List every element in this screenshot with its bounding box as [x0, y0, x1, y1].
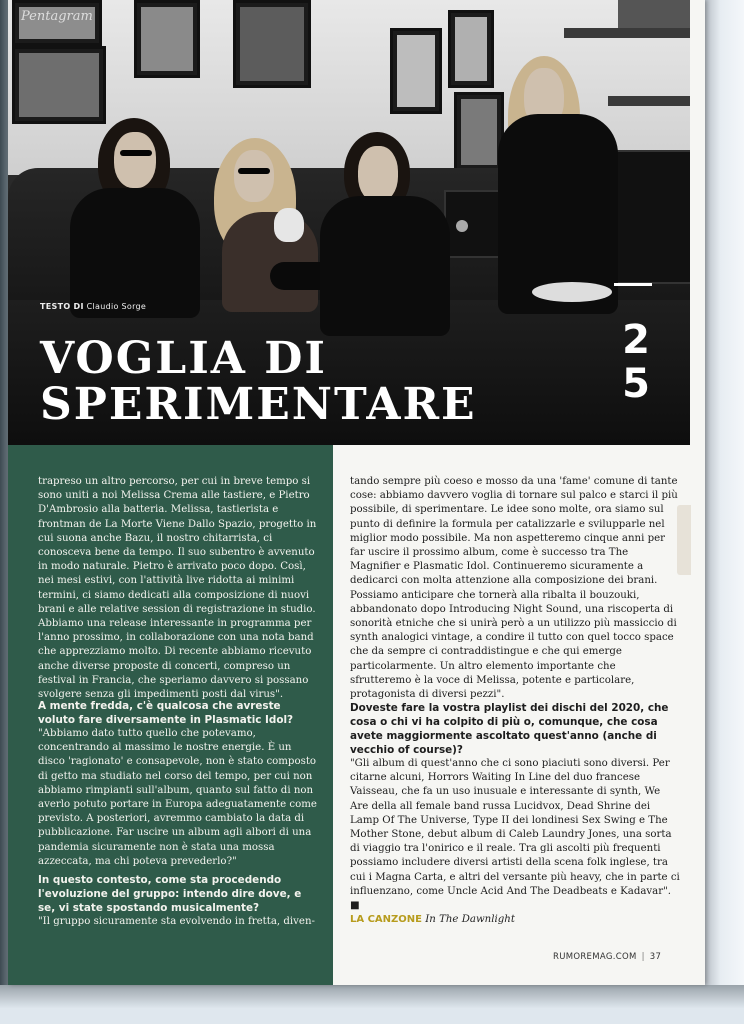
song-pick [350, 913, 680, 927]
page-edge [705, 0, 744, 1024]
poster-frame [12, 0, 102, 46]
shelf [608, 96, 690, 106]
page-footer [553, 952, 661, 962]
headline-line-1: VOGLIA DI [40, 333, 327, 384]
skull-poster-frame [134, 0, 200, 78]
number-rule [614, 283, 652, 286]
left-column-text [38, 475, 320, 702]
footer-site: RUMOREMAG.COM [553, 952, 637, 962]
picture-frame [12, 46, 106, 124]
credit-author: Claudio Sorge [86, 302, 147, 311]
interview-block-3 [350, 701, 680, 913]
continuation-paragraph: tando sempre più coeso e mosso da una 'fame' comune di tante cose: abbiamo davvero voglia di tornare sul palco e starci il più possibile, di sperimentare. Le idee sono molte, ora siamo sul punto di definire la formula per catalizzarle e svilupparle nel miglior modo possibile. Ma non aspetteremo cinque anni per far uscire il prossimo album, come è successo tra The Magnifier e Plasmatic Idol. Continueremo sicuramente a dedicarci con molta attenzione alla composizione dei brani. Possiamo anticipare che tornerà alla ribalta il bouzouki, abbandonato dopo Introducing Night Sound, una riscoperta di sonorità etniche che si unirà però a un utilizzo più massiccio di synth analogici vintage, a condire il tutto con quel tocco space che da sempre ci contraddistingue e che qui emerge particolarmente. Un altro elemento importante che sfrutteremo è la voce di Melissa, potente e particolare, protagonista di diversi pezzi". [350, 476, 678, 701]
ranking-number-top: 2 [622, 317, 650, 363]
skull-prop [274, 208, 304, 242]
interview-block-2 [38, 873, 320, 929]
shelf [564, 28, 690, 38]
question-2: In questo contesto, come sta procedendo l'evoluzione del gruppo: intendo dire dove, e se, vi state spostando musicalmente? [38, 874, 302, 914]
headline-line-2: SPERIMENTARE [40, 379, 477, 430]
article-headline [40, 333, 477, 430]
question-1: A mente fredda, c'è qualcosa che avreste voluto fare diversamente in Plasmatic Idol? [38, 700, 294, 726]
answer-3: "Gli album di quest'anno che ci sono piaciuti sono diversi. Per citarne alcuni, Horrors Waiting In Line del duo francese Vaisseau, che fa un uso inusuale e interessante di synth, We Are della all female band russa Lucidvox, Dead Shrine dei Lamp Of The Universe, Type II dei londinesi Sex Swing e The Mother Stone, debut album di Caleb Laundry Jones, una sorta di viaggio tra l'onirico e il reale. Tra gli ascolti più frequenti possiamo includere diversi artisti della scena folk inglese, tra cui i Magna Carta, e altri del versante più heavy, che in parte ci influenzano, come Uncle Acid And The Deadbeats e Kadavar". ■ [350, 758, 680, 912]
footer-separator: | [641, 952, 645, 962]
author-credit [40, 302, 146, 311]
interview-block-1 [38, 699, 320, 869]
answer-2: "Il gruppo sicuramente sta evolvendo in fretta, diven- [38, 916, 315, 927]
picture-frame [448, 10, 494, 88]
cushion [532, 282, 612, 302]
right-column [333, 445, 691, 985]
right-column-text [350, 475, 680, 702]
band-photo [8, 0, 690, 445]
intro-paragraph: trapreso un altro percorso, per cui in breve tempo si sono uniti a noi Melissa Crema alle tastiere, e Pietro D'Ambrosio alla batteria. Melissa, tastierista e frontman de La Morte Viene Dallo Spazio, progetto in cui suona anche Bazu, il nostro chitarrista, ci conosceva bene da tempo. Il suo subentro è avvenuto in modo naturale. Pietro è arrivato poco dopo. Così, nei mesi estivi, con l'attività live ridotta ai minimi termini, ci siamo dedicati alla composizione di nuovi brani e alle relative session di registrazione in studio. Abbiamo una release interessante in programma per l'anno prossimo, in collaborazione con una nota band che apprezziamo molto. Di recente abbiamo ricevuto anche diverse proposte di concerti, compreso un festival in Francia, che speriamo davvero si possano svolgere senza gli impedimenti posti dal virus". [38, 476, 317, 701]
left-column [8, 445, 333, 985]
song-title: In The Dawnlight [425, 914, 515, 925]
magazine-page [8, 0, 705, 985]
shelf-items [618, 0, 690, 28]
poster-text: Pentagram [21, 9, 93, 24]
page-bottom-shadow [0, 985, 744, 1024]
answer-1: "Abbiamo dato tutto quello che potevamo, concentrando al massimo le nostre energie. È un disco 'ragionato' e consapevole, non è stato composto di getto ma studiato nel corso del tempo, per cui non abbiamo rimpianti sull'album, quanto sul fatto di non averlo potuto portare in Europa adeguatamente come previsto. A posteriori, avremmo cambiato la data di pubblicazione. Far uscire un album agli albori di una pandemia sicuramente non è stata una mossa azzeccata, ma chi poteva prevederlo?" [38, 728, 317, 867]
picture-frame [454, 92, 504, 172]
ranking-number-bottom: 5 [622, 361, 650, 407]
credit-prefix: TESTO DI [40, 302, 84, 311]
question-3: Doveste fare la vostra playlist dei dischi del 2020, che cosa o chi vi ha colpito di più o, comunque, che cosa avete maggiormente ascoltato quest'anno (anche di vecchio of course)? [350, 702, 669, 756]
page-tab-marker [677, 505, 691, 575]
picture-frame [390, 28, 442, 114]
ranking-number [616, 318, 656, 406]
song-label: LA CANZONE [350, 914, 422, 925]
footer-page-number: 37 [649, 952, 662, 962]
picture-frame [233, 0, 311, 88]
